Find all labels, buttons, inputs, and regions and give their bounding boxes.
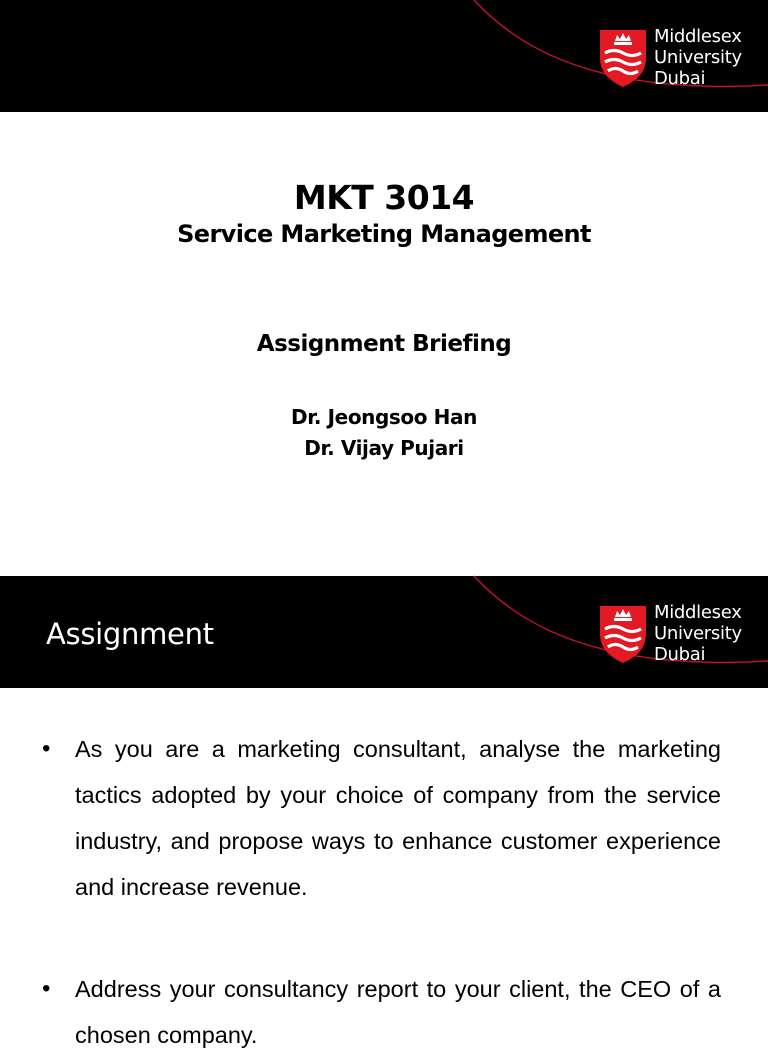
logo-line-2: University	[654, 623, 742, 644]
university-logo	[598, 602, 768, 668]
university-logo	[598, 26, 768, 92]
logo-line-1: Middlesex	[654, 26, 742, 47]
header-bar	[0, 576, 768, 688]
bullet-text: Address your consultancy report to your client, the CEO of a chosen company.	[75, 976, 721, 1048]
university-wordmark	[654, 602, 742, 665]
logo-line-1: Middlesex	[654, 602, 742, 623]
lecturer-name: Dr. Vijay Pujari	[304, 436, 464, 460]
bullet-item	[0, 726, 768, 910]
bullet-marker: •	[42, 975, 51, 1002]
logo-line-3: Dubai	[654, 644, 706, 665]
university-wordmark	[654, 26, 742, 89]
bullet-list	[0, 726, 768, 1058]
bullet-item	[0, 966, 768, 1058]
assignment-slide	[0, 576, 768, 1048]
slide-subtitle: Assignment Briefing	[256, 331, 512, 357]
bullet-text: As you are a marketing consultant, analyse the marketing tactics adopted by your choice of company from the service industry, and propose ways to enhance customer experience and increase revenue.	[75, 736, 721, 900]
header-bar	[0, 0, 768, 112]
slide-title: Assignment	[46, 617, 214, 651]
course-code: MKT 3014	[293, 178, 475, 217]
lecturer-name: Dr. Jeongsoo Han	[291, 405, 477, 429]
university-shield-icon	[598, 28, 648, 88]
logo-line-3: Dubai	[654, 68, 706, 89]
bullet-marker: •	[42, 735, 51, 762]
course-name: Service Marketing Management	[177, 220, 591, 248]
logo-line-2: University	[654, 47, 742, 68]
university-shield-icon	[598, 604, 648, 664]
